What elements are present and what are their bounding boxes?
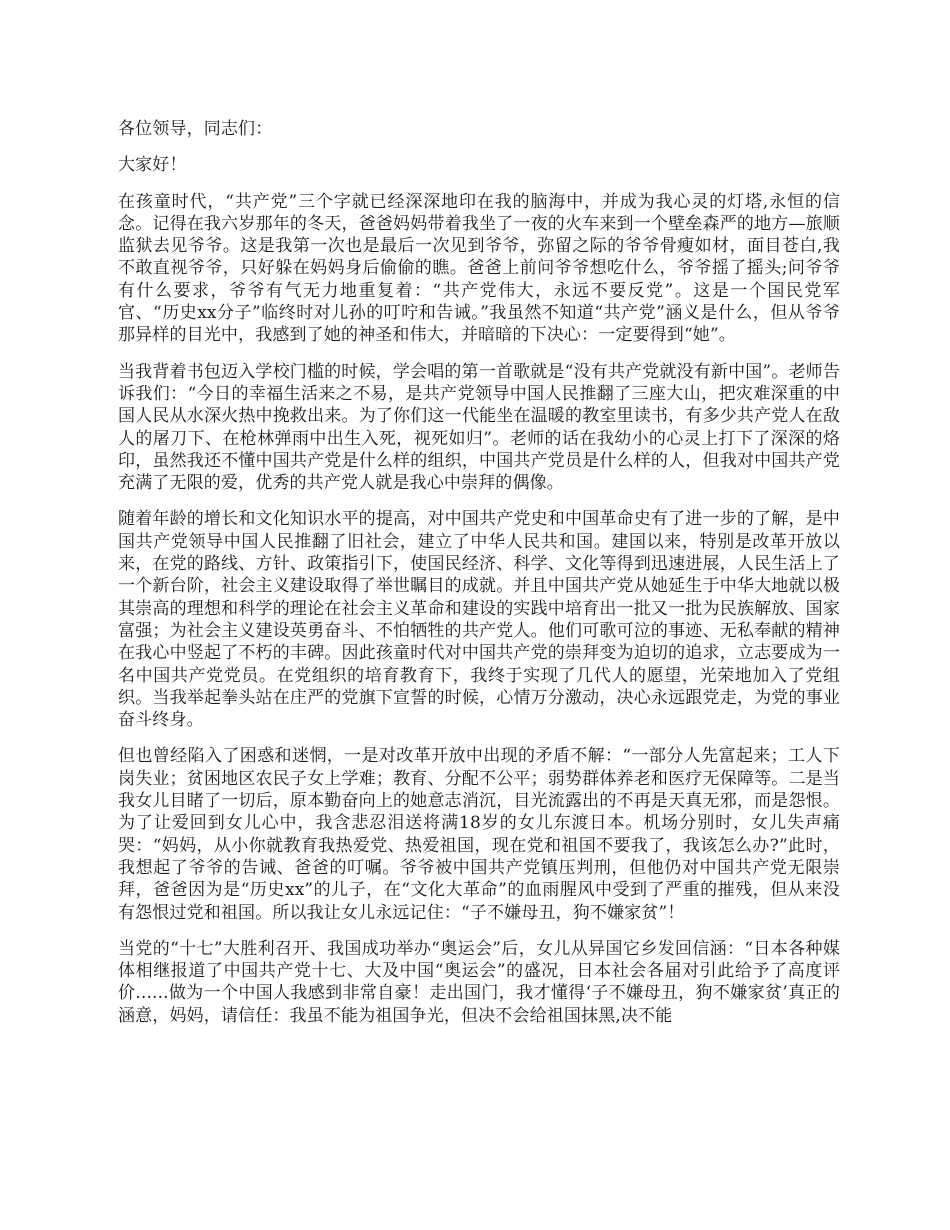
paragraph-school: 当我背着书包迈入学校门槛的时候，学会唱的第一首歌就是“没有共产党就没有新中国”。老师告诉我们：“今日的幸福生活来之不易，是共产党领导中国人民推翻了三座大山，把灾难深重的中国人民从水深火热中挽救出来。为了你们这一代能坐在温暖的教室里读书，有多少共产党人在敌人的屠刀下、在枪林弹雨中出生入死，视死如归”。老师的话在我幼小的心灵上打下了深深的烙印，虽然我还不懂中国共产党是什么样的组织，中国共产党员是什么样的人，但我对中国共产党充满了无限的爱，优秀的共产党人就是我心中崇拜的偶像。: [118, 361, 840, 494]
document-page: [118, 118, 840, 1041]
salutation: 各位领导，同志们：: [118, 119, 273, 139]
paragraph-confusion: 但也曾经陷入了困惑和迷惘，一是对改革开放中出现的矛盾不解：“一部分人先富起来；工人下岗失业；贫困地区农民子女上学难；教育、分配不公平；弱势群体养老和医疗无保障等。二是当我女儿目睹了一切后，原本勤奋向上的她意志消沉，目光流露出的不再是天真无邪，而是怨恨。为了让爱回到女儿心中，我含悲忍泪送将满18岁的女儿东渡日本。机场分别时，女儿失声痛哭：“妈妈，从小你就教育我热爱党、热爱祖国，现在党和祖国不要我了，我该怎么办?”此时，我想起了爷爷的告诫、爸爸的叮嘱。爷爷被中国共产党镇压判刑，但他仍对中国共产党无限崇拜，爸爸因为是“历史xx”的儿子，在“文化大革命”的血雨腥风中受到了严重的摧残，但从来没有怨恨过党和祖国。所以我让女儿永远记住：“子不嫌母丑，狗不嫌家贫”！: [118, 746, 840, 923]
paragraph-daughter-letter: 当党的“十七”大胜利召开、我国成功举办“奥运会”后，女儿从异国它乡发回信涵：“日本各种媒体相继报道了中国共产党十七、大及中国“奥运会”的盛况，日本社会各届对引此给予了高度评价......做为一个中国人我感到非常自豪！走出国门，我才懂得‘子不嫌母丑，狗不嫌家贫’真正的涵意，妈妈，请信任：我虽不能为祖国争光，但决不会给祖国抹黑,决不能: [118, 938, 840, 1026]
greeting: 大家好！: [118, 155, 187, 176]
paragraph-childhood: 在孩童时代，“共产党”三个字就已经深深地印在我的脑海中，并成为我心灵的灯塔,永恒的信念。记得在我六岁那年的冬天，爸爸妈妈带着我坐了一夜的火车来到一个壁垒森严的地方—旅顺监狱去见爷爷。这是我第一次也是最后一次见到爷爷，弥留之际的爷爷骨瘦如材，面目苍白,我不敢直视爷爷，只好躲在妈妈身后偷偷的瞧。爸爸上前问爷爷想吃什么，爷爷摇了摇头;问爷爷有什么要求，爷爷有气无力地重复着：“共产党伟大，永远不要反党”。这是一个国民党军官、“历史xx分子”临终时对儿孙的叮咛和告诫。”我虽然不知道“共产党”涵义是什么，但从爷爷那异样的目光中，我感到了她的神圣和伟大，并暗暗的下决心：一定要得到“她”。: [118, 191, 840, 346]
paragraph-growth: 随着年龄的增长和文化知识水平的提高，对中国共产党史和中国革命史有了进一步的了解，是中国共产党领导中国人民推翻了旧社会，建立了中华人民共和国。建国以来，特别是改革开放以来，在党的路线、方针、政策指引下，使国民经济、科学、文化等得到迅速进展，人民生活上了一个新台阶，社会主义建设取得了举世瞩目的成就。并且中国共产党从她延生于中华大地就以极其崇高的理想和科学的理论在社会主义革命和建设的实践中培育出一批又一批为民族解放、国家富强；为社会主义建设英勇奋斗、不怕牺牲的共产党人。他们可歌可泣的事迹、无私奉献的精神在我心中竖起了不朽的丰碑。因此孩童时代对中国共产党的崇拜变为迫切的追求，立志要成为一名中国共产党党员。在党组织的培育教育下，我终于实现了几代人的愿望，光荣地加入了党组织。当我举起拳头站在庄严的党旗下宣誓的时候，心情万分激动，决心永远跟党走，为党的事业奋斗终身。: [118, 509, 840, 731]
